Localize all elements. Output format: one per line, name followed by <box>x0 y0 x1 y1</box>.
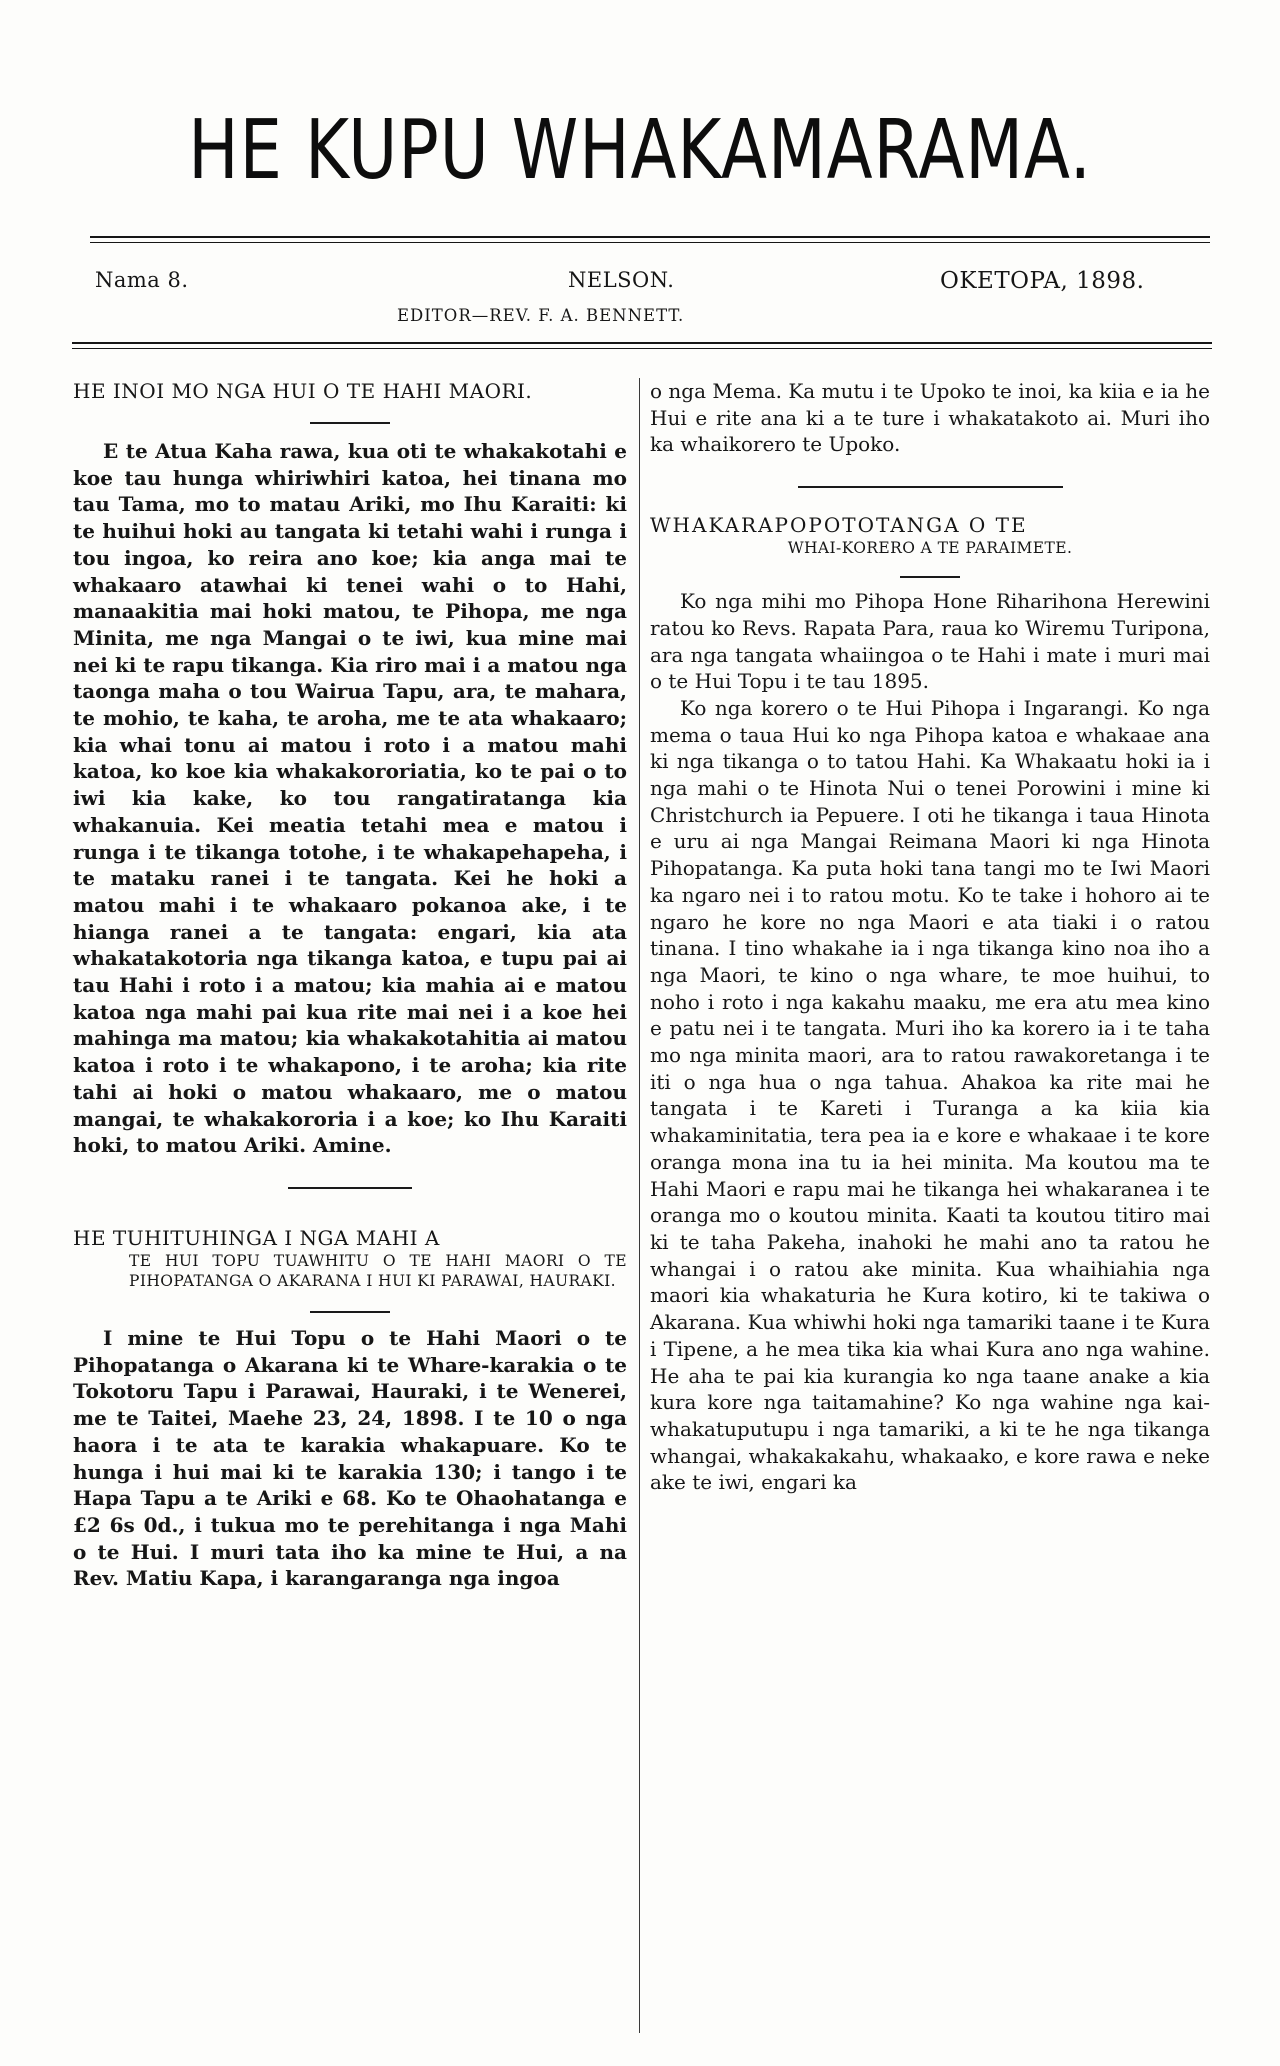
prayer-heading-rule <box>310 422 390 424</box>
left-column <box>73 378 627 1592</box>
summary-paragraph-2: Ko nga korero o te Hui Pihopa i Ingarangi. Ko nga mema o taua Hui ko nga Pihopa katoa e whakaae ana ki nga tikanga o to tatou Hahi. Ka Whakaatu hoki ia i nga mahi o te Hinota Nui o tenei Porowini i mine ki Christchurch ia Pepuere. I oti he tikanga i taua Hinota e uru ai nga Mangai Reimana Maori ki nga Hinota Pihopatanga. Ka puta hoki tana tangi mo te Iwi Maori ka ngaro nei i to ratou motu. Ko te take i hohoro ai te ngaro he kore no nga Maori e ata tiaki i o ratou tinana. I tino whakahe ia i nga tikanga kino noa iho a nga Maori, te kino o nga whare, te moe huihui, to noho i roto i nga kakahu maaku, me era atu mea kino e patu nei i te tangata. Muri iho ka korero ia i te taha mo nga minita maori, ara to ratou rawakoretanga i te iti o nga hua o nga tahua. Ahakoa ka rite mai he tangata i te Kareti i Turanga a ka kiia kia whakaminitatia, tera pea ia e kore e whakaae i te kore oranga mona ina tu ia hei minita. Ma koutou ma te Hahi Maori e rapu mai he tikanga hei whakaranea i te oranga mo o koutou minita. Kaati ta koutou titiro mai ki te taha Pakeha, inahoki he mahi ano ta ratou he whangai i o ratou ake minita. Kua whaihiahia nga maori kia whakaturia he Kura kotiro, ki te takiwa o Akarana. Kua whiwhi hoki nga tamariki taane i te Kura i Tipene, a he mea tika kia whai Kura ano nga wahine. He aha te pai kia kurangia ko nga taane anake a kia kura kore nga taitamahine? Ko nga wahine nga kai-whakatuputupu i nga tamariki, a ki te he nga tikanga whangai, whakakakahu, whakaako, e kore rawa e neke ake te iwi, engari ka <box>650 695 1210 1495</box>
summary-heading-rule <box>900 576 960 578</box>
summary-heading: WHAKARAPOPOTOTANGA O TE <box>650 513 1028 538</box>
prayer-heading: HE INOI MO NGA HUI O TE HAHI MAORI. <box>73 379 533 403</box>
minutes-heading: HE TUHITUHINGA I NGA MAHI A <box>73 1225 440 1250</box>
summary-subheading: WHAI-KORERO A TE PARAIMETE. <box>787 539 1073 558</box>
masthead-rule-top <box>90 236 1210 238</box>
right-column <box>650 378 1210 1496</box>
issue-editor: EDITOR—REV. F. A. BENNETT. <box>397 306 685 325</box>
minutes-subheading: TE HUI TOPU TUAWHITU O TE HAHI MAORI O TE PIHOPATANGA O AKARANA I HUI KI PARAWAI, HAURAKI. <box>129 1251 627 1290</box>
issue-place: NELSON. <box>568 268 675 292</box>
minutes-heading-rule <box>310 1311 390 1313</box>
masthead-rule-top-2 <box>90 242 1210 243</box>
masthead-title: HE KUPU WHAKAMARAMA. <box>188 103 1092 198</box>
continuation-text: o nga Mema. Ka mutu i te Upoko te inoi, ka kiia e ia he Hui e rite ana ki a te ture i whakatakoto ai. Muri iho ka whaikorero te Upoko. <box>650 379 1210 457</box>
section-divider-right <box>798 486 1063 488</box>
prayer-text: E te Atua Kaha rawa, kua oti te whakakotahi e koe tau hunga whiriwhiri katoa, hei tinana mo tau Tama, mo to matau Ariki, mo Ihu Karaiti: ki te huihui hoki au tangata ki tetahi wahi i runga i tou ingoa, ko reira ano koe; kia anga mai te whakaaro atawhai ki tenei wahi o to Hahi, manaakitia mai hoki matou, te Pihopa, me nga Minita, me nga Mangai o te iwi, kua mine mai nei ki te rapu tikanga. Kia riro mai i a matou nga taonga maha o tou Wairua Tapu, ara, te mahara, te mohio, te kaha, te aroha, me te ata whakaaro; kia whai tonu ai matou i roto i a matou mahi katoa, ko koe kia whakakororiatia, ko te pai o to iwi kia kake, ko tou rangatiratanga kia whakanuia. Kei meatia tetahi mea e matou i runga i te tikanga totohe, i te whakapehapeha, i te mataku ranei i te tangata. Kei he hoki a matou mahi i te whakaaro pokanoa ake, i te hianga ranei a te tangata: engari, kia ata whakatakotoria nga tikanga katoa, e tupu pai ai tau Hahi i roto i a matou; kia mahia ai e matou katoa nga mahi pai kua rite mai nei i a koe hei mahinga ma matou; kia whakakotahitia ai matou katoa i roto i te whakapono, i te aroha; kia rite tahi ai hoki o matou whakaaro, me o matou mangai, te whakakororia i a koe; ko Ihu Karaiti hoki, to matou Ariki. Amine. <box>73 439 627 1158</box>
masthead-rule-bottom <box>72 342 1212 344</box>
column-separator <box>639 378 640 2033</box>
minutes-text: I mine te Hui Topu o te Hahi Maori o te Pihopatanga o Akarana ki te Whare-karakia o te Tokotoru Tapu i Parawai, Hauraki, i te Wenerei, me te Taitei, Maehe 23, 24, 1898. I te 10 o nga haora i te ata te karakia whakapuare. Ko te hunga i hui mai ki te karakia 130; i tango i te Hapa Tapu a te Ariki e 68. Ko te Ohaohatanga e £2 6s 0d., i tukua mo te perehitanga i nga Mahi o te Hui. I muri tata iho ka mine te Hui, a na Rev. Matiu Kapa, i karangaranga nga ingoa <box>73 1325 627 1591</box>
summary-paragraph-1: Ko nga mihi mo Pihopa Hone Riharihona Herewini ratou ko Revs. Rapata Para, raua ko Wiremu Turipona, ara nga tangata whaiingoa o te Hahi i mate i muri mai o te Hui Topu i te tau 1895. <box>650 589 1210 694</box>
masthead-rule-bottom-2 <box>72 348 1212 349</box>
issue-number: Nama 8. <box>95 268 189 292</box>
section-divider <box>288 1187 412 1189</box>
issue-date: OKETOPA, 1898. <box>940 268 1145 294</box>
